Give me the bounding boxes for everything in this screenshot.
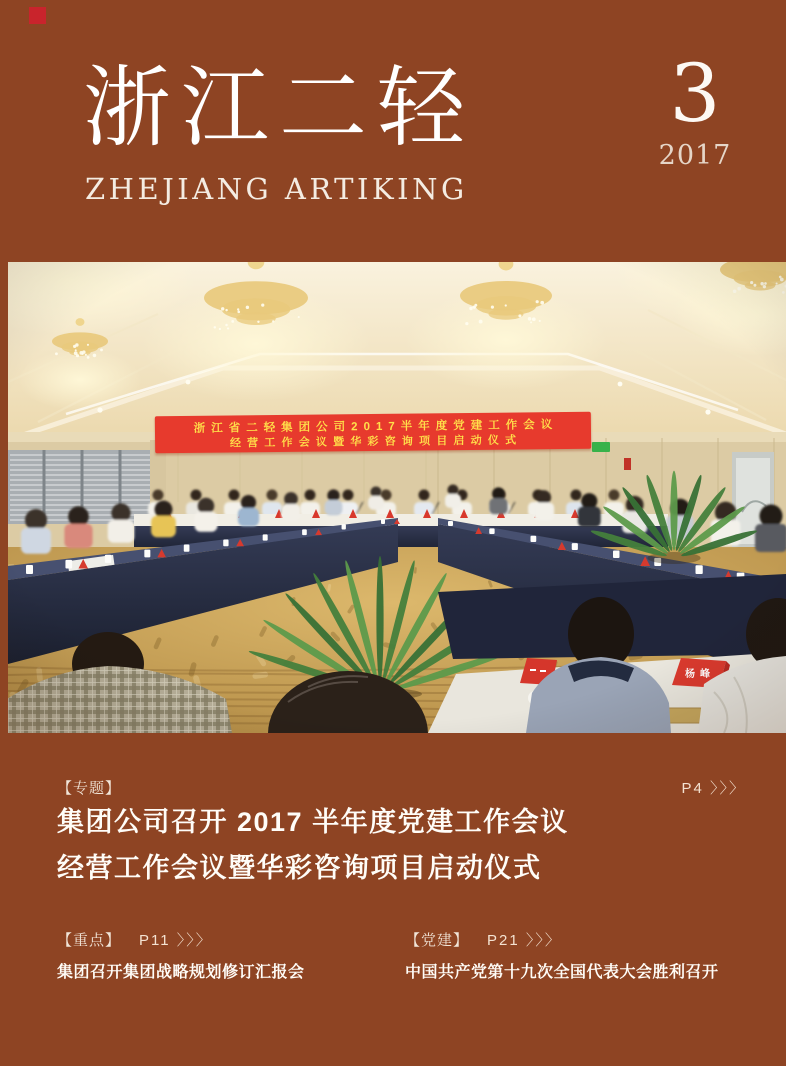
feature-item-highlight	[57, 929, 305, 982]
item2-tag: 【党建】	[405, 932, 470, 949]
red-corner-marker	[29, 7, 46, 24]
lead-headline-line2: 经营工作会议暨华彩咨询项目启动仪式	[57, 853, 542, 883]
item2-headline: 中国共产党第十九次全国代表大会胜利召开	[405, 964, 719, 981]
item2-page-ref: P21 〉〉〉	[487, 932, 562, 949]
feature-item-party	[405, 929, 719, 982]
issue-year: 2017	[658, 140, 732, 171]
issue-number: 3	[669, 47, 721, 140]
cover-photo	[8, 262, 786, 733]
magazine-title-chinese: 浙江二轻	[83, 56, 476, 159]
item1-page-ref: P11 〉〉〉	[139, 932, 213, 949]
lead-tag: 【专题】	[57, 780, 122, 797]
lead-page-ref: P4 〉〉〉	[681, 780, 746, 797]
feature-lead	[57, 777, 746, 890]
item1-tag: 【重点】	[57, 932, 122, 949]
magazine-title-english: ZHEJIANG ARTIKING	[85, 172, 468, 206]
lead-headline-line1: 集团公司召开 2017 半年度党建工作会议	[57, 807, 569, 837]
item1-headline: 集团召开集团战略规划修订汇报会	[57, 964, 305, 981]
